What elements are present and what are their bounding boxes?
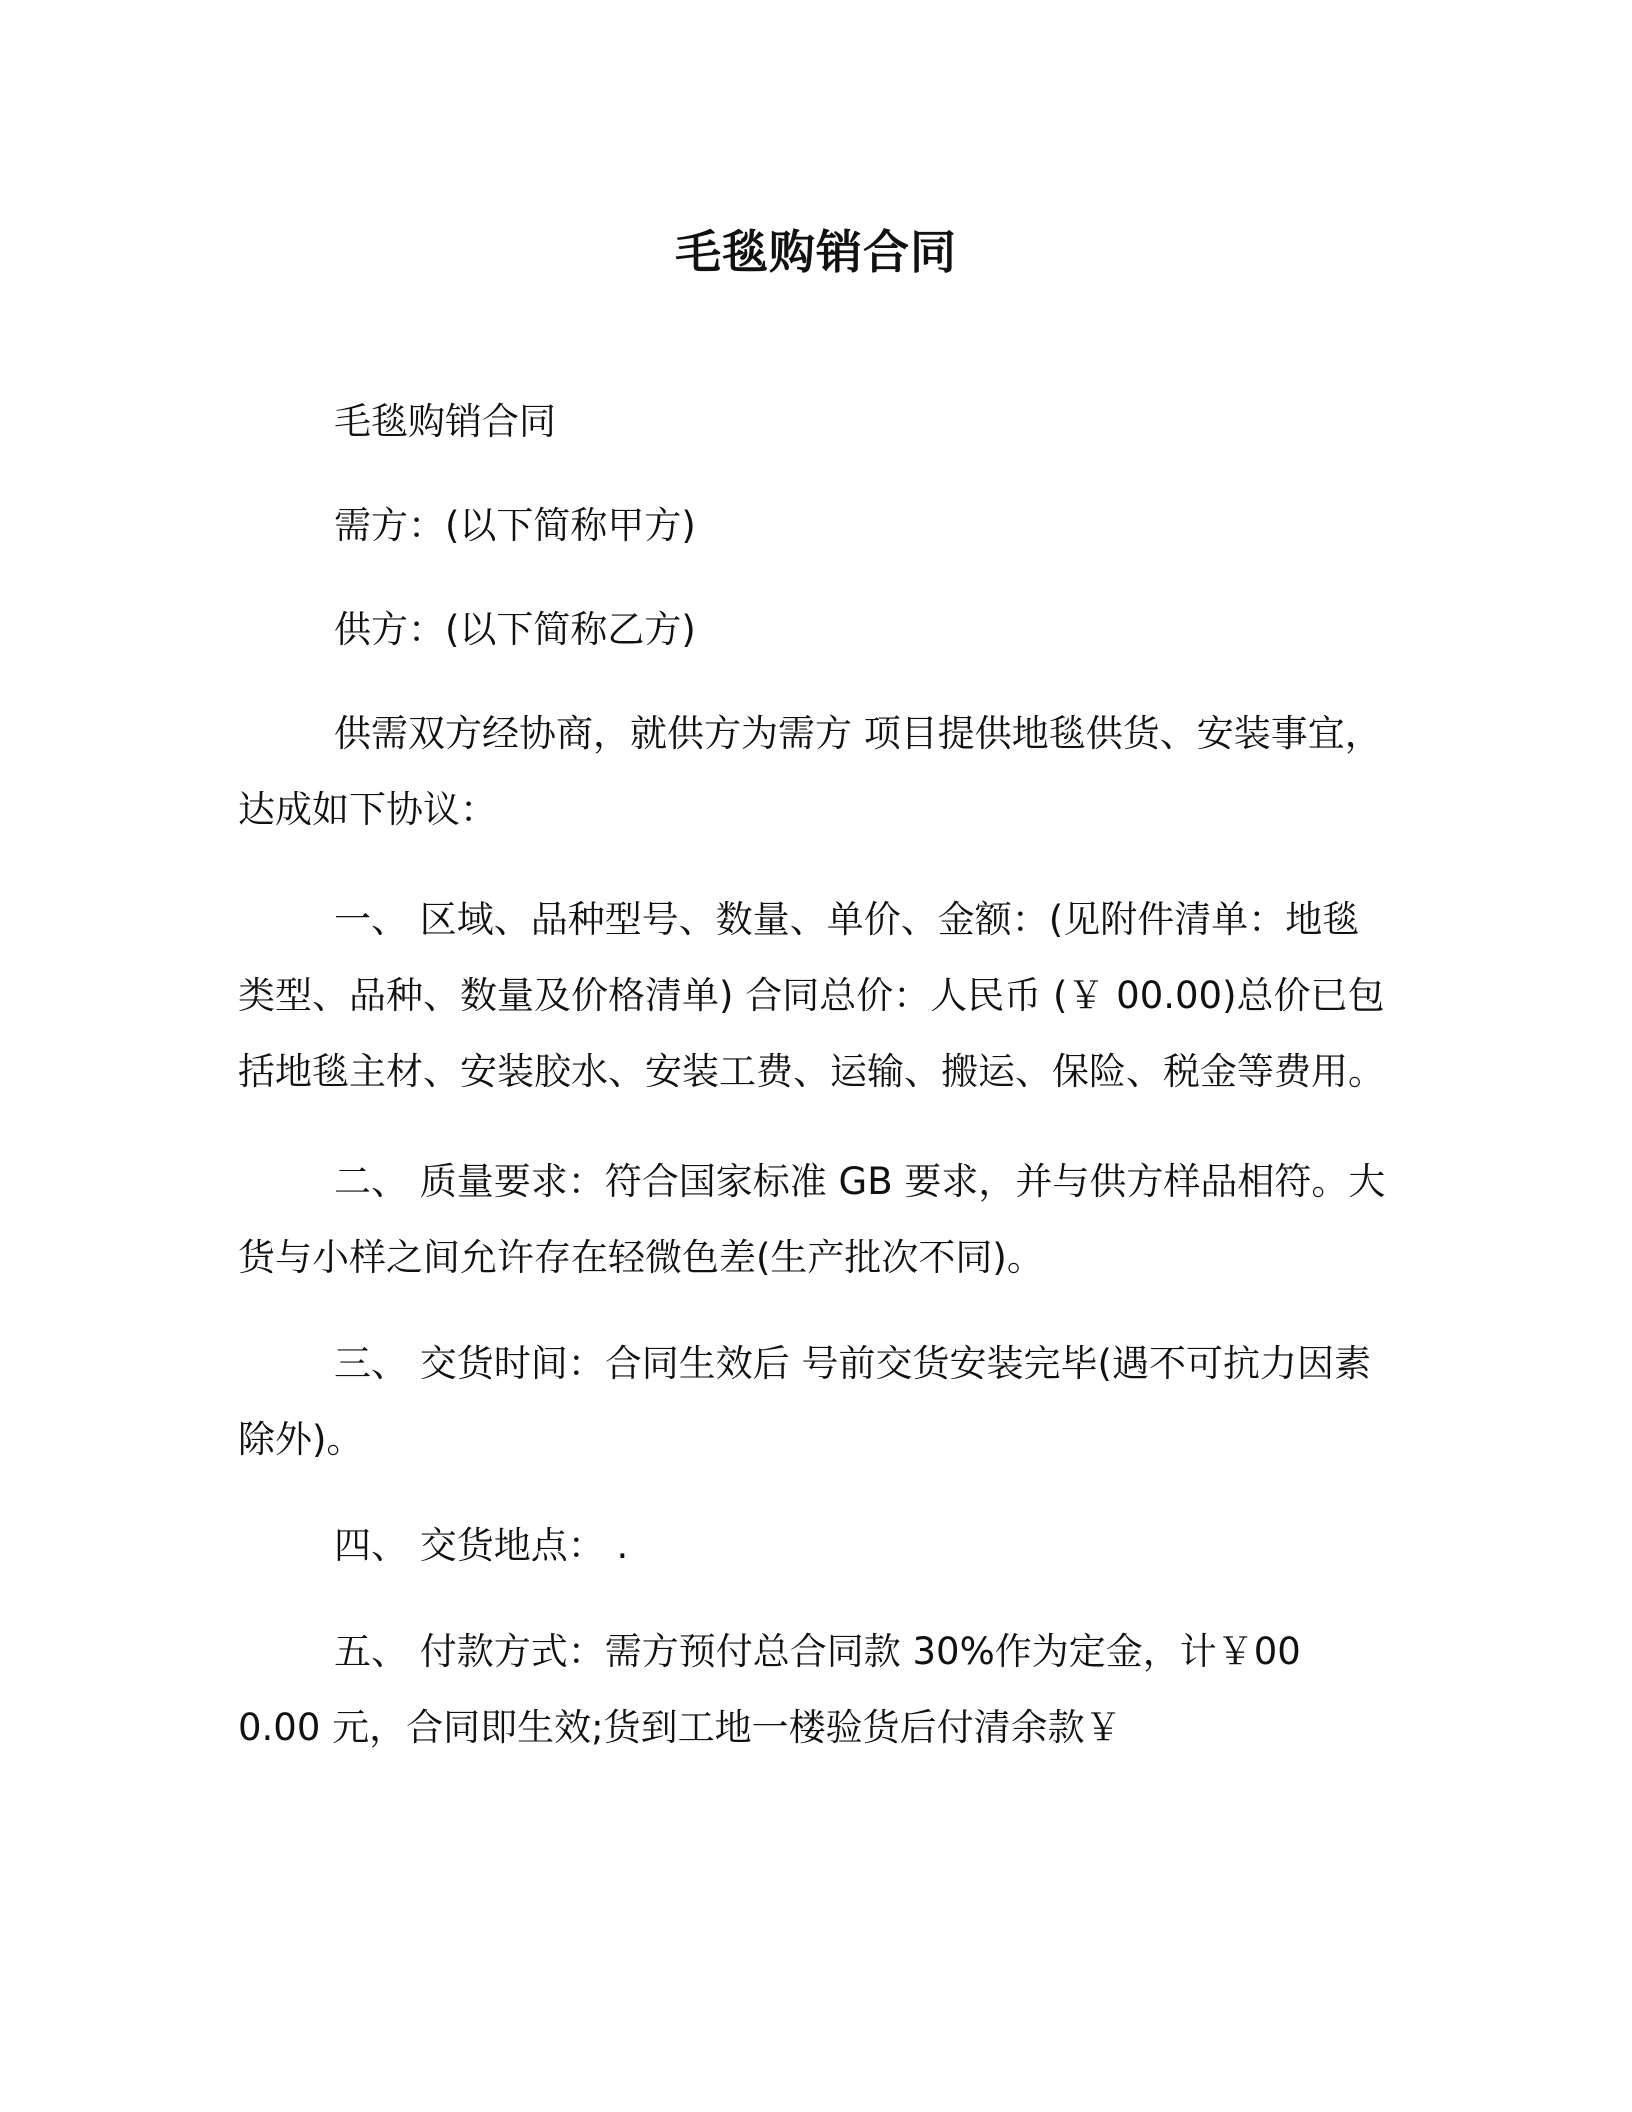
clause-2-quality: 二、 质量要求：符合国家标准 GB 要求，并与供方样品相符。大货与小样之间允许存在轻微色差(生产批次不同)。 xyxy=(238,1160,1386,1279)
paragraph-buyer: 需方：(以下简称甲方) xyxy=(334,504,696,547)
paragraph-preamble: 供需双方经协商，就供方为需方 项目提供地毯供货、安装事宜，达成如下协议： xyxy=(238,712,1382,831)
paragraph-supplier: 供方：(以下简称乙方) xyxy=(334,608,696,651)
paragraph-contract-name: 毛毯购销合同 xyxy=(334,400,556,443)
clause-5-payment: 五、 付款方式：需方预付总合同款 30%作为定金，计￥00 0.00 元，合同即生效;货到工地一楼验货后付清余款￥ xyxy=(238,1630,1301,1749)
document-title: 毛毯购销合同 xyxy=(675,225,957,279)
clause-4-delivery-place: 四、 交货地点： . xyxy=(334,1524,629,1567)
clause-3-delivery-time: 三、 交货时间：合同生效后 号前交货安装完毕(遇不可抗力因素除外)。 xyxy=(238,1342,1371,1461)
clause-1-items-price: 一、 区域、品种型号、数量、单价、金额：(见附件清单：地毯类型、品种、数量及价格清单) 合同总价：人民币 (￥ 00.00)总价已包括地毯主材、安装胶水、安装工费、运输、搬运、保险、税金等费用。 xyxy=(238,898,1385,1093)
